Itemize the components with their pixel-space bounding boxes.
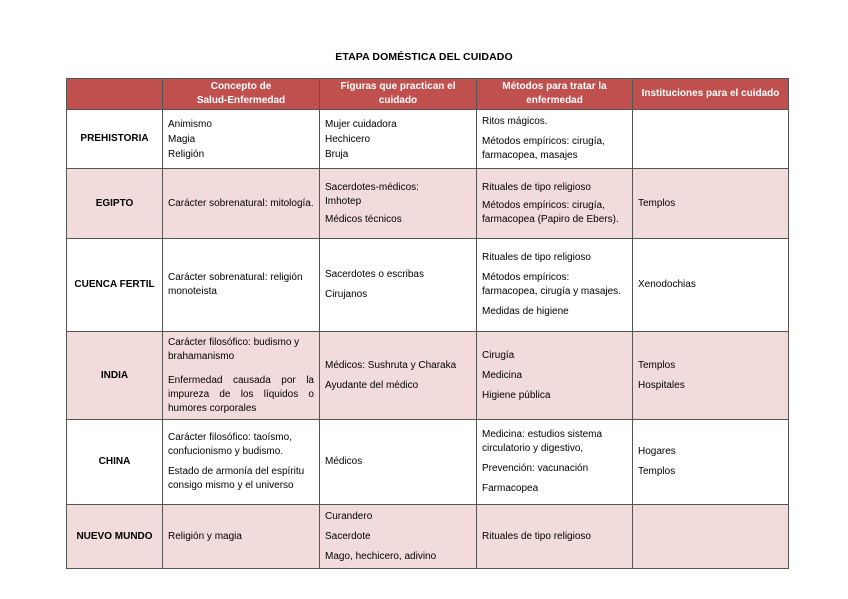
figure-item: Sacerdotes o escribas bbox=[325, 269, 424, 280]
figure-item: Bruja bbox=[325, 148, 349, 160]
era-cell: EGIPTO bbox=[67, 169, 163, 239]
figures-cell bbox=[320, 505, 477, 569]
figure-item: Hechicero bbox=[325, 133, 371, 145]
method-item: Métodos empíricos: cirugía, farmacopea (Papiro de Ebers). bbox=[482, 199, 619, 225]
header-figures-line2: cuidado bbox=[378, 95, 418, 106]
figure-item: Mujer cuidadora bbox=[325, 118, 397, 130]
method-item: Farmacopea bbox=[482, 483, 539, 494]
figure-item: Médicos: Sushruta y Charaka bbox=[325, 359, 457, 371]
table-header-row bbox=[67, 79, 789, 110]
institution-item: Templos bbox=[638, 466, 676, 477]
figure-item: Ayudante del médico bbox=[325, 379, 419, 391]
header-concept-line2: Salud-Enfermedad bbox=[196, 95, 286, 106]
figure-item: Sacerdote bbox=[325, 530, 371, 542]
era-cell: INDIA bbox=[67, 332, 163, 420]
concept-cell bbox=[163, 505, 320, 569]
concept-item: Carácter filosófico: taoísmo, confucionismo y budismo. bbox=[168, 432, 292, 457]
concept-cell bbox=[163, 169, 320, 239]
concept-item: Religión bbox=[168, 148, 205, 160]
figure-item: Médicos bbox=[325, 456, 363, 467]
concept-cell bbox=[163, 110, 320, 169]
table-row bbox=[67, 332, 789, 420]
method-item: Rituales de tipo religioso bbox=[482, 252, 591, 263]
concept-item: Magia bbox=[168, 133, 196, 145]
methods-cell bbox=[477, 332, 633, 420]
institution-item: Hospitales bbox=[638, 379, 685, 391]
methods-cell bbox=[477, 420, 633, 505]
figure-item: Mago, hechicero, adivino bbox=[325, 550, 437, 562]
header-figures-line1: Figuras que practican el bbox=[340, 81, 456, 92]
header-era bbox=[67, 79, 163, 110]
institution-item: Templos bbox=[638, 359, 676, 371]
header-methods bbox=[477, 79, 633, 110]
concept-item: Religión y magia bbox=[168, 530, 242, 542]
figures-cell bbox=[320, 420, 477, 505]
concept-item: Enfermedad causada por la impureza de los líquidos o humores corporales bbox=[168, 374, 314, 414]
method-item: Rituales de tipo religioso bbox=[482, 181, 591, 193]
era-cell: PREHISTORIA bbox=[67, 110, 163, 169]
institution-item: Templos bbox=[638, 197, 676, 209]
table-row bbox=[67, 169, 789, 239]
method-item: Métodos empíricos: cirugía, farmacopea, masajes bbox=[482, 136, 605, 161]
figure-item: Sacerdotes-médicos: bbox=[325, 181, 419, 193]
care-history-table bbox=[66, 78, 789, 569]
figure-item: Imhotep bbox=[325, 195, 362, 207]
concept-item: Carácter sobrenatural: mitología. bbox=[168, 197, 314, 209]
concept-cell bbox=[163, 420, 320, 505]
method-item: Higiene pública bbox=[482, 389, 551, 401]
table-row bbox=[67, 110, 789, 169]
method-item: Prevención: vacunación bbox=[482, 463, 589, 474]
institutions-cell bbox=[633, 505, 789, 569]
methods-cell bbox=[477, 110, 633, 169]
institutions-cell bbox=[633, 239, 789, 332]
institutions-cell bbox=[633, 169, 789, 239]
concept-item: Estado de armonía del espíritu consigo mismo y el universo bbox=[168, 466, 305, 491]
methods-cell bbox=[477, 505, 633, 569]
institutions-cell bbox=[633, 110, 789, 169]
figure-item: Curandero bbox=[325, 510, 373, 522]
header-concept-line1: Concepto de bbox=[210, 81, 272, 92]
era-cell: CHINA bbox=[67, 420, 163, 505]
figure-item: Cirujanos bbox=[325, 289, 368, 300]
header-methods-line2: enfermedad bbox=[526, 95, 583, 106]
table-row bbox=[67, 239, 789, 332]
institution-item: Xenodochias bbox=[638, 279, 696, 290]
figures-cell bbox=[320, 239, 477, 332]
concept-item: Carácter filosófico: budismo y brahamanismo bbox=[168, 336, 300, 362]
concept-item: Animismo bbox=[168, 118, 212, 130]
figures-cell bbox=[320, 110, 477, 169]
method-item: Cirugía bbox=[482, 349, 515, 361]
header-institutions: Instituciones para el cuidado bbox=[633, 79, 789, 110]
method-item: Medidas de higiene bbox=[482, 306, 569, 317]
figures-cell bbox=[320, 169, 477, 239]
methods-cell bbox=[477, 239, 633, 332]
era-cell: NUEVO MUNDO bbox=[67, 505, 163, 569]
institutions-cell bbox=[633, 420, 789, 505]
table-row bbox=[67, 420, 789, 505]
method-item: Métodos empíricos: farmacopea, cirugía y masajes. bbox=[482, 272, 621, 297]
institution-item: Hogares bbox=[638, 446, 676, 457]
header-methods-line1: Métodos para tratar la bbox=[502, 81, 607, 92]
concept-item: Carácter sobrenatural: religión monoteista bbox=[168, 272, 303, 297]
concept-cell bbox=[163, 332, 320, 420]
header-concept bbox=[163, 79, 320, 110]
header-figures bbox=[320, 79, 477, 110]
method-item: Medicina: estudios sistema circulatorio y digestivo, bbox=[482, 429, 603, 454]
method-item: Ritos mágicos. bbox=[482, 116, 548, 127]
table-row bbox=[67, 505, 789, 569]
concept-cell bbox=[163, 239, 320, 332]
era-cell: CUENCA FERTIL bbox=[67, 239, 163, 332]
institutions-cell bbox=[633, 332, 789, 420]
method-item: Medicina bbox=[482, 369, 523, 381]
methods-cell bbox=[477, 169, 633, 239]
method-item: Rituales de tipo religioso bbox=[482, 530, 591, 542]
page-title: ETAPA DOMÉSTICA DEL CUIDADO bbox=[335, 51, 513, 63]
figures-cell bbox=[320, 332, 477, 420]
figure-item: Médicos técnicos bbox=[325, 213, 402, 225]
